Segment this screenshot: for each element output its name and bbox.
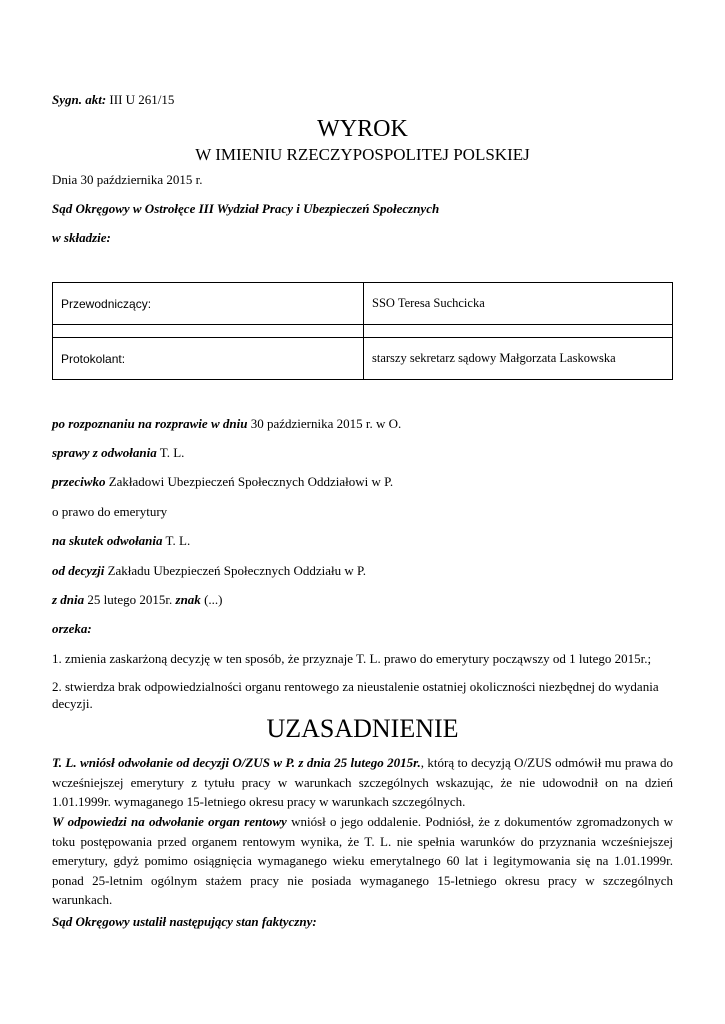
decision-date-label: z dnia: [52, 592, 85, 607]
decision-line: [52, 563, 366, 579]
decision-label: od decyzji: [52, 563, 105, 578]
justification-paragraph-1: [52, 753, 673, 812]
panel-role-cell: Protokolant:: [53, 338, 364, 380]
case-signature-label: Sygn. akt:: [52, 92, 107, 107]
appeal-value: T. L.: [165, 533, 191, 548]
document-subtitle: W IMIENIU RZECZYPOSPOLITEJ POLSKIEJ: [195, 145, 530, 164]
table-row: [53, 325, 673, 338]
justification-heading: UZASADNIENIE: [266, 714, 459, 743]
decision-sign-label: znak: [175, 592, 201, 607]
court-name: Sąd Okręgowy w Ostrołęce III Wydział Pracy i Ubezpieczeń Społecznych: [52, 201, 440, 216]
against-label: przeciwko: [52, 474, 106, 489]
ruling-label: orzeka:: [52, 621, 92, 636]
decision-value: Zakładu Ubezpieczeń Społecznych Oddziału w P.: [107, 563, 367, 578]
case-signature-value: III U 261/15: [109, 92, 175, 107]
table-row: [53, 283, 673, 325]
court-panel-table: [52, 282, 673, 380]
against-value: Zakładowi Ubezpieczeń Społecznych Oddziałowi w P.: [108, 474, 394, 489]
subject-line: o prawo do emerytury: [52, 504, 168, 519]
against-line: [52, 474, 393, 490]
justification-paragraph-2: [52, 812, 673, 910]
panel-role-cell: [53, 325, 364, 338]
paragraph-2-lead: W odpowiedzi na odwołanie organ rentowy: [52, 814, 287, 829]
decision-sign-value: (...): [204, 592, 223, 607]
composition-label: w składzie:: [52, 230, 111, 245]
paragraph-1-lead: T. L. wniósł odwołanie od decyzji O/ZUS w P. z dnia 25 lutego 2015r.: [52, 755, 421, 770]
appeal-label: na skutek odwołania: [52, 533, 163, 548]
decision-date-value: 25 lutego 2015r.: [87, 592, 173, 607]
hearing-line: [52, 416, 401, 432]
panel-person-cell: [364, 325, 673, 338]
judgment-date: Dnia 30 października 2015 r.: [52, 172, 203, 187]
panel-role-cell: Przewodniczący:: [53, 283, 364, 325]
hearing-label: po rozpoznaniu na rozprawie w dniu: [52, 416, 248, 431]
appeal-line: [52, 533, 190, 549]
ruling-item-1: 1. zmienia zaskarżoną decyzję w ten sposób, że przyznaje T. L. prawo do emerytury począwszy od 1 lutego 2015r.;: [52, 651, 652, 666]
facts-label: Sąd Okręgowy ustalił następujący stan faktyczny:: [52, 914, 317, 929]
decision-date-line: [52, 592, 222, 608]
panel-person-cell: starszy sekretarz sądowy Małgorzata Laskowska: [364, 338, 673, 380]
case-signature: [52, 92, 174, 108]
paragraph-2-text: wniósł o jego oddalenie. Podniósł, że z dokumentów zgromadzonych w toku postępowania przed organem rentowym wynika, że T. L. nie spełnia warunków do przyznania wcześniejszej emerytury, gdyż pomimo osiągnięcia wymaganego wieku emerytalnego 60 lat i legitymowania się na 1.01.1999r. ponad 25-letnim ogólnym stażem pracy nie posiada wymaganego 15-letniego okresu pracy w szczególnych warunkach.: [52, 814, 674, 907]
case-value: T. L.: [159, 445, 185, 460]
paragraph-1-text: , którą to decyzją O/ZUS odmówił mu prawa do wcześniejszej emerytury z tytułu pracy w warunkach szczególnych wskazując, że nie udowodnił on na dzień 1.01.1999r. wymaganego 15-letniego okresu pracy w warunkach szczególnych.: [52, 755, 673, 809]
hearing-value: 30 października 2015 r. w O.: [250, 416, 402, 431]
case-label: sprawy z odwołania: [52, 445, 157, 460]
document-title: WYROK: [317, 116, 408, 142]
case-line: [52, 445, 184, 461]
ruling-item-2: 2. stwierdza brak odpowiedzialności organu rentowego za nieustalenie ostatniej okoliczności niezbędnej do wydania decyzji.: [52, 679, 659, 711]
table-row: [53, 338, 673, 380]
panel-person-cell: SSO Teresa Suchcicka: [364, 283, 673, 325]
